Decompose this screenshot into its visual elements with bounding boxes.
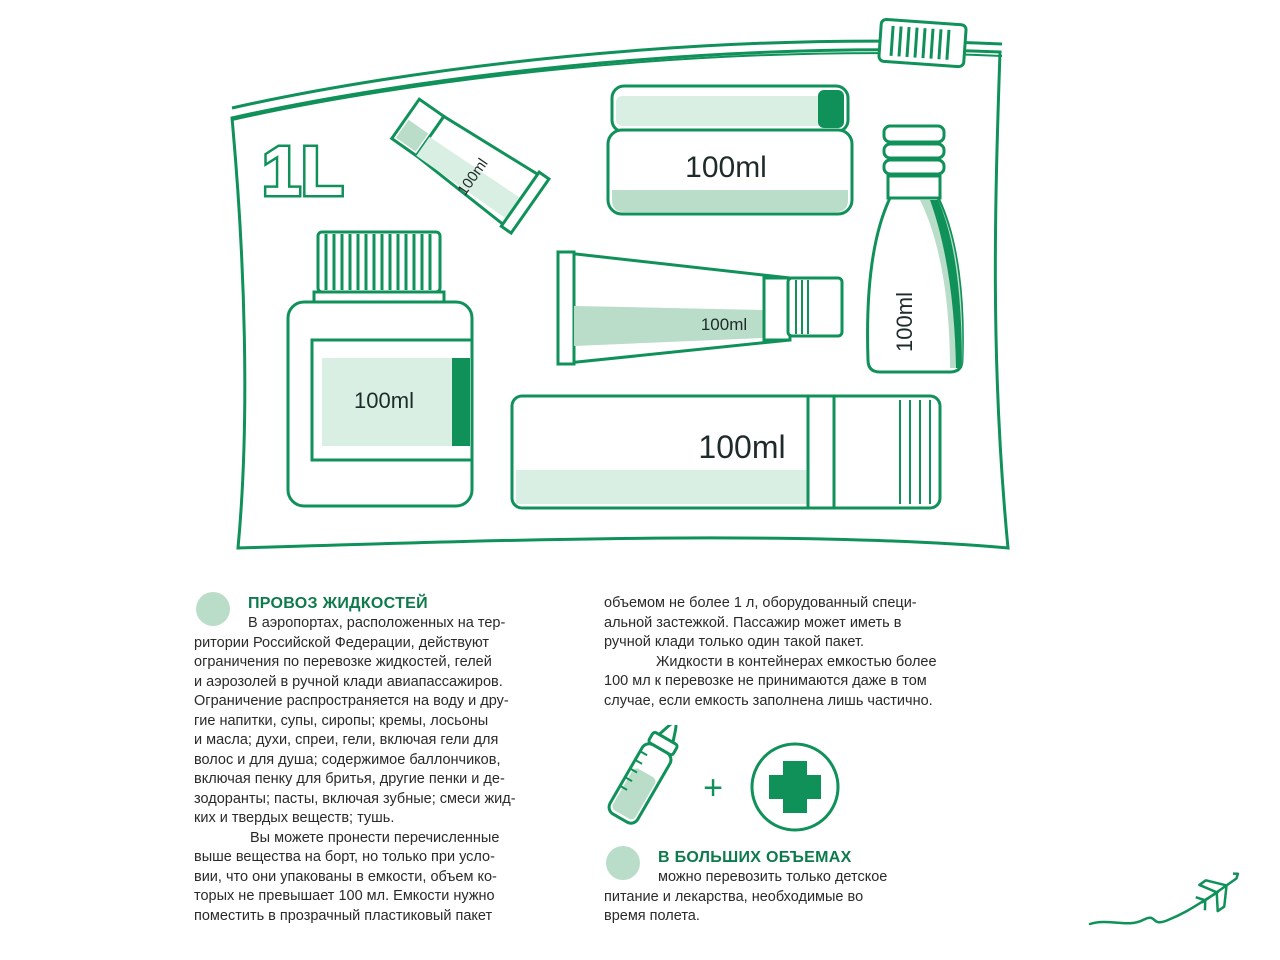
medical-cross-icon bbox=[752, 744, 838, 830]
body-line: и аэрозолей в ручной клади авиапассажиров. bbox=[194, 673, 503, 690]
body-line: гие напитки, супы, сиропы; кремы, лосьоны bbox=[194, 712, 489, 729]
bullet-dot-icon bbox=[606, 846, 640, 880]
body-line: Ограничение распространяется на воду и дру- bbox=[194, 693, 509, 709]
body-line: ритории Российской Федерации, действуют bbox=[194, 634, 490, 651]
exceptions-icons bbox=[600, 725, 860, 835]
body-line: Вы можете пронести перечисленные bbox=[250, 829, 500, 846]
body-line: волос и для душа; содержимое баллончиков, bbox=[194, 751, 501, 768]
body-line: ких и твердых веществ; тушь. bbox=[194, 810, 395, 826]
body-line: вии, что они упакованы в емкости, объем ко- bbox=[194, 868, 497, 885]
bag-volume-label: 1L bbox=[262, 132, 344, 210]
body-line: объемом не более 1 л, оборудованный специ- bbox=[604, 595, 917, 611]
body-line: и масла; духи, спреи, гели, включая гели для bbox=[194, 732, 499, 748]
body-line: поместить в прозрачный пластиковый пакет bbox=[194, 907, 493, 924]
pill-bottle-label: 100ml bbox=[354, 388, 414, 413]
bullet-dot-icon bbox=[196, 592, 230, 626]
cylinder-bottle bbox=[512, 396, 940, 508]
body-line: включая пенку для бритья, другие пенки и де- bbox=[194, 771, 505, 787]
large-tube-label: 100ml bbox=[700, 315, 748, 334]
plus-sign: + bbox=[703, 769, 723, 807]
body-line: время полета. bbox=[604, 908, 700, 924]
cylinder-bottle-label: 100ml bbox=[698, 429, 786, 465]
body-line: питание и лекарства, необходимые во bbox=[604, 888, 864, 905]
large-volumes-heading-row bbox=[604, 846, 984, 868]
cream-jar-label: 100ml bbox=[685, 151, 767, 184]
body-line: В аэропортах, расположенных на тер- bbox=[248, 615, 506, 631]
body-line: Жидкости в контейнерах емкостью более bbox=[656, 653, 937, 670]
dropper-bottle-label: 100ml bbox=[892, 292, 917, 352]
large-volumes-section bbox=[604, 846, 984, 927]
liquids-continuation bbox=[604, 594, 984, 711]
large-volumes-heading: В БОЛЬШИХ ОБЪЕМАХ bbox=[658, 849, 852, 866]
body-line: торых не превышает 100 мл. Емкости нужно bbox=[194, 888, 495, 904]
body-line: выше вещества на борт, но только при усло- bbox=[194, 849, 495, 865]
body-line: альной застежкой. Пассажир может иметь в bbox=[604, 614, 902, 631]
small-tube-label: 100ml bbox=[454, 155, 492, 199]
baby-bottle-icon bbox=[606, 725, 689, 826]
body-line: ограничения по перевозке жидкостей, гелей bbox=[194, 654, 492, 670]
body-line: ручной клади только один такой пакет. bbox=[604, 634, 865, 650]
body-line: зодоранты; пасты, включая зубные; смеси жид- bbox=[194, 790, 516, 807]
airplane-logo-icon bbox=[1088, 868, 1248, 938]
liquids-heading: ПРОВОЗ ЖИДКОСТЕЙ bbox=[248, 595, 428, 612]
liquids-heading-row bbox=[194, 592, 572, 614]
liquids-section bbox=[194, 592, 572, 926]
body-line: случае, если емкость заполнена лишь частично. bbox=[604, 692, 933, 709]
body-line: можно перевозить только детское bbox=[658, 869, 888, 885]
cream-jar bbox=[608, 86, 852, 214]
zipper-slider bbox=[879, 19, 967, 67]
body-line: 100 мл к перевозке не принимаются даже в том bbox=[604, 673, 927, 689]
